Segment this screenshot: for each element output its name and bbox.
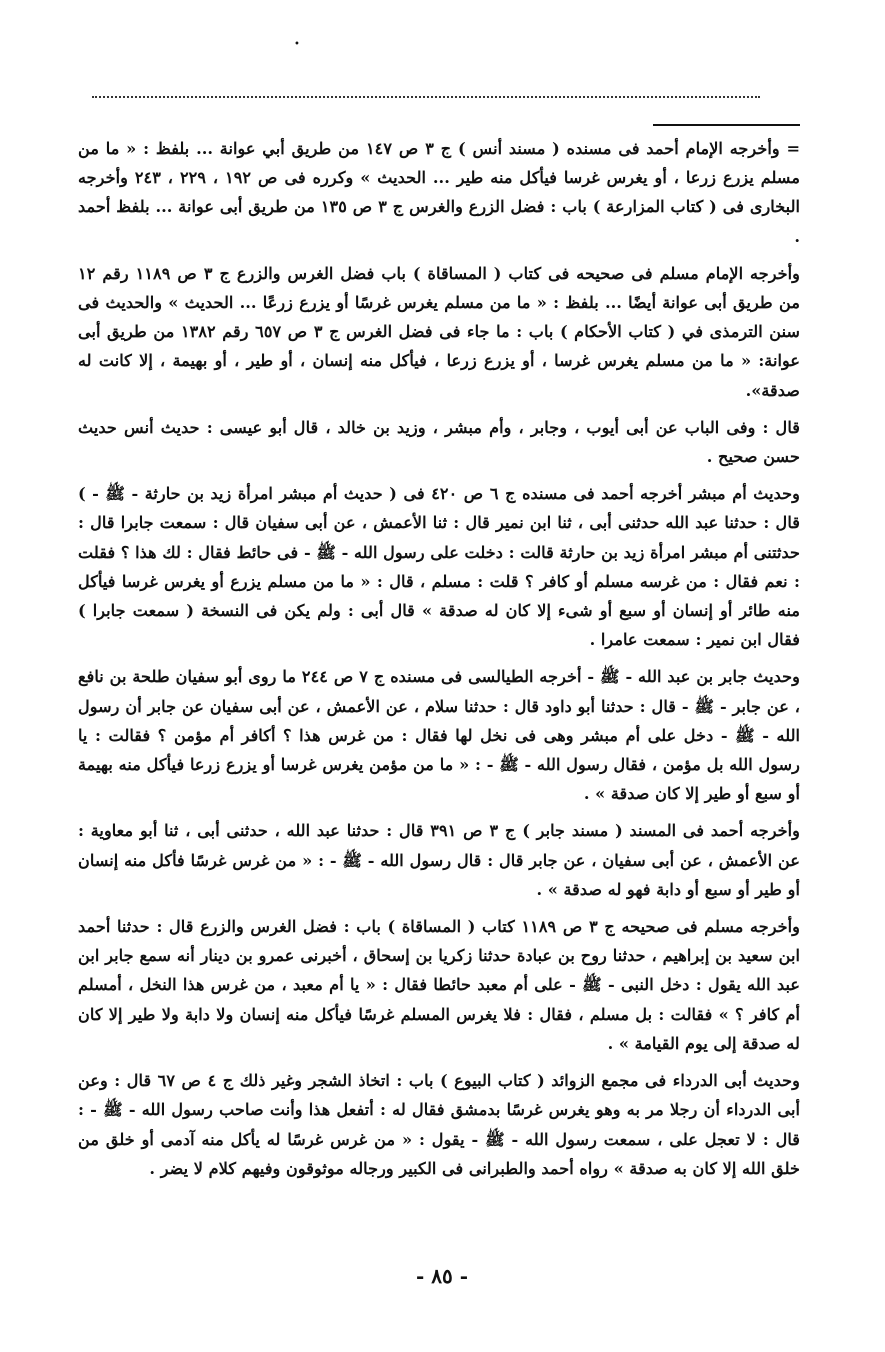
- paragraph-2: وأخرجه الإمام مسلم فى صحيحه فى كتاب ( المساقاة ) باب فضل الغرس والزرع ج ٣ ص ١١٨٩ رقم ١٢ من طريق أبى عوانة أيضًا ... بلفظ : « ما من مسلم يغرس غرسًا أو يزرع زرعًا ... الحديث » والحديث فى سنن الترمذى في ( كتاب الأحكام ) باب : ما جاء فى فضل الغرس ج ٣ ص ٦٥٧ رقم ١٣٨٢ من طريق أبى عوانة: « ما من مسلم يغرس غرسا ، أو يزرع زرعا ، فيأكل منه إنسان ، أو طير ، أو بهيمة ، إلا كانت له صدقة».: [78, 263, 801, 400]
- paragraph-5: وحديث جابر بن عبد الله - ﷺ - أخرجه الطيالسى فى مسنده ج ٧ ص ٢٤٤ ما روى أبو سفيان طلحة بن نافع ، عن جابر - ﷺ - قال : حدثنا أبو داود قال : حدثنا سلام ، عن الأعمش ، عن أبى سفيان عن جابر أن رسول الله - ﷺ - دخل على أم مبشر وهى فى نخل لها فقال : من غرس هذا ؟ أكافر أم مؤمن ؟ فقالت : يا رسول الله بل مؤمن ، فقال رسول الله - ﷺ - : « ما من مؤمن يغرس غرسا أو يزرع زرعا فيأكل منه بهيمة أو سبع أو طير إلا كان صدقة » .: [78, 667, 800, 804]
- page-number: - ٨٥ -: [415, 1264, 468, 1288]
- paragraph-6: وأخرجه أحمد فى المسند ( مسند جابر ) ج ٣ ص ٣٩١ قال : حدثنا عبد الله ، حدثنى أبى ، ثنا أبو معاوية : عن الأعمش ، عن أبى سفيان ، عن جابر قال : قال رسول الله - ﷺ - : « من غرس غرسًا فأكل منه إنسان أو طير أو سبع أو دابة فهو له صدقة » .: [78, 821, 801, 899]
- paragraph-8: وحديث أبى الدرداء فى مجمع الزوائد ( كتاب البيوع ) باب : اتخاذ الشجر وغير ذلك ج ٤ ص ٦٧ قال : وعن أبى الدرداء أن رجلا مر به وهو يغرس غرسًا بدمشق فقال له : أتفعل هذا وأنت صاحب رسول الله - ﷺ - : قال : لا تعجل على ، سمعت رسول الله - ﷺ - يقول : « من غرس غرسًا له يأكل منه آدمى أو خلق من خلق الله إلا كان به صدقة » رواه أحمد والطبرانى فى الكبير ورجاله موثوقون وفيهم كلام لا يضر .: [78, 1071, 800, 1178]
- paragraph-3: قال : وفى الباب عن أبى أيوب ، وجابر ، وأم مبشر ، وزيد بن خالد ، قال أبو عيسى : حديث أنس حديث حسن صحيح .: [78, 417, 800, 467]
- footnote-rule: [653, 124, 800, 126]
- paragraph-7: وأخرجه مسلم فى صحيحه ج ٣ ص ١١٨٩ كتاب ( المساقاة ) باب : فضل الغرس والزرع قال : حدثنا أحمد ابن سعيد بن إبراهيم ، حدثنا روح بن عبادة حدثنا زكريا بن إسحاق ، أخبرنى عمرو بن دينار أنه سمع جابر ابن عبد الله يقول : دخل النبى - ﷺ - على أم معبد حائطا فقال : « يا أم معبد ، من غرس هذا النخل ، أمسلم أم كافر ؟ » فقالت : بل مسلم ، فقال : فلا يغرس المسلم غرسًا فيأكل منه إنسان ولا دابة ولا طير إلا كان له صدقة إلى يوم القيامة » .: [78, 917, 800, 1053]
- top-dot-mark: •: [294, 39, 300, 50]
- paragraph-4: وحديث أم مبشر أخرجه أحمد فى مسنده ج ٦ ص ٤٢٠ فى ( حديث أم مبشر امرأة زيد بن حارثة - ﷺ - ) قال : حدثنا عبد الله حدثنى أبى ، ثنا ابن نمير قال : ثنا الأعمش ، عن أبى سفيان قال : سمعت جابرا قال : حدثتنى أم مبشر امرأة زيد بن حارثة قالت : دخلت على رسول الله - ﷺ - فى حائط فقال : لك هذا ؟ فقلت : نعم فقال : من غرسه مسلم أو كافر ؟ قلت : مسلم ، قال : « ما من مسلم يزرع أو يغرس غرسا فيأكل منه طائر أو إنسان أو سبع أو شىء إلا كان له صدقة » قال أبى : ولم يكن فى النسخة ( سمعت جابرا ) فقال ابن نمير : سمعت عامرا .: [78, 484, 800, 650]
- footnote-text: [78, 134, 800, 1191]
- header-dotted-separator: [92, 96, 760, 98]
- paragraph-1: = وأخرجه الإمام أحمد فى مسنده ( مسند أنس ) ج ٣ ص ١٤٧ من طريق أبي عوانة ... بلفظ : « ما من مسلم يزرع زرعا ، أو يغرس غرسا فيأكل منه طير ... الحديث » وكرره فى ص ١٩٢ ، ٢٢٩ ، ٢٤٣ وأخرجه البخارى فى ( كتاب المزارعة ) باب : فضل الزرع والغرس ج ٣ ص ١٣٥ من طريق أبى عوانة ... بلفظ أحمد .: [78, 139, 801, 246]
